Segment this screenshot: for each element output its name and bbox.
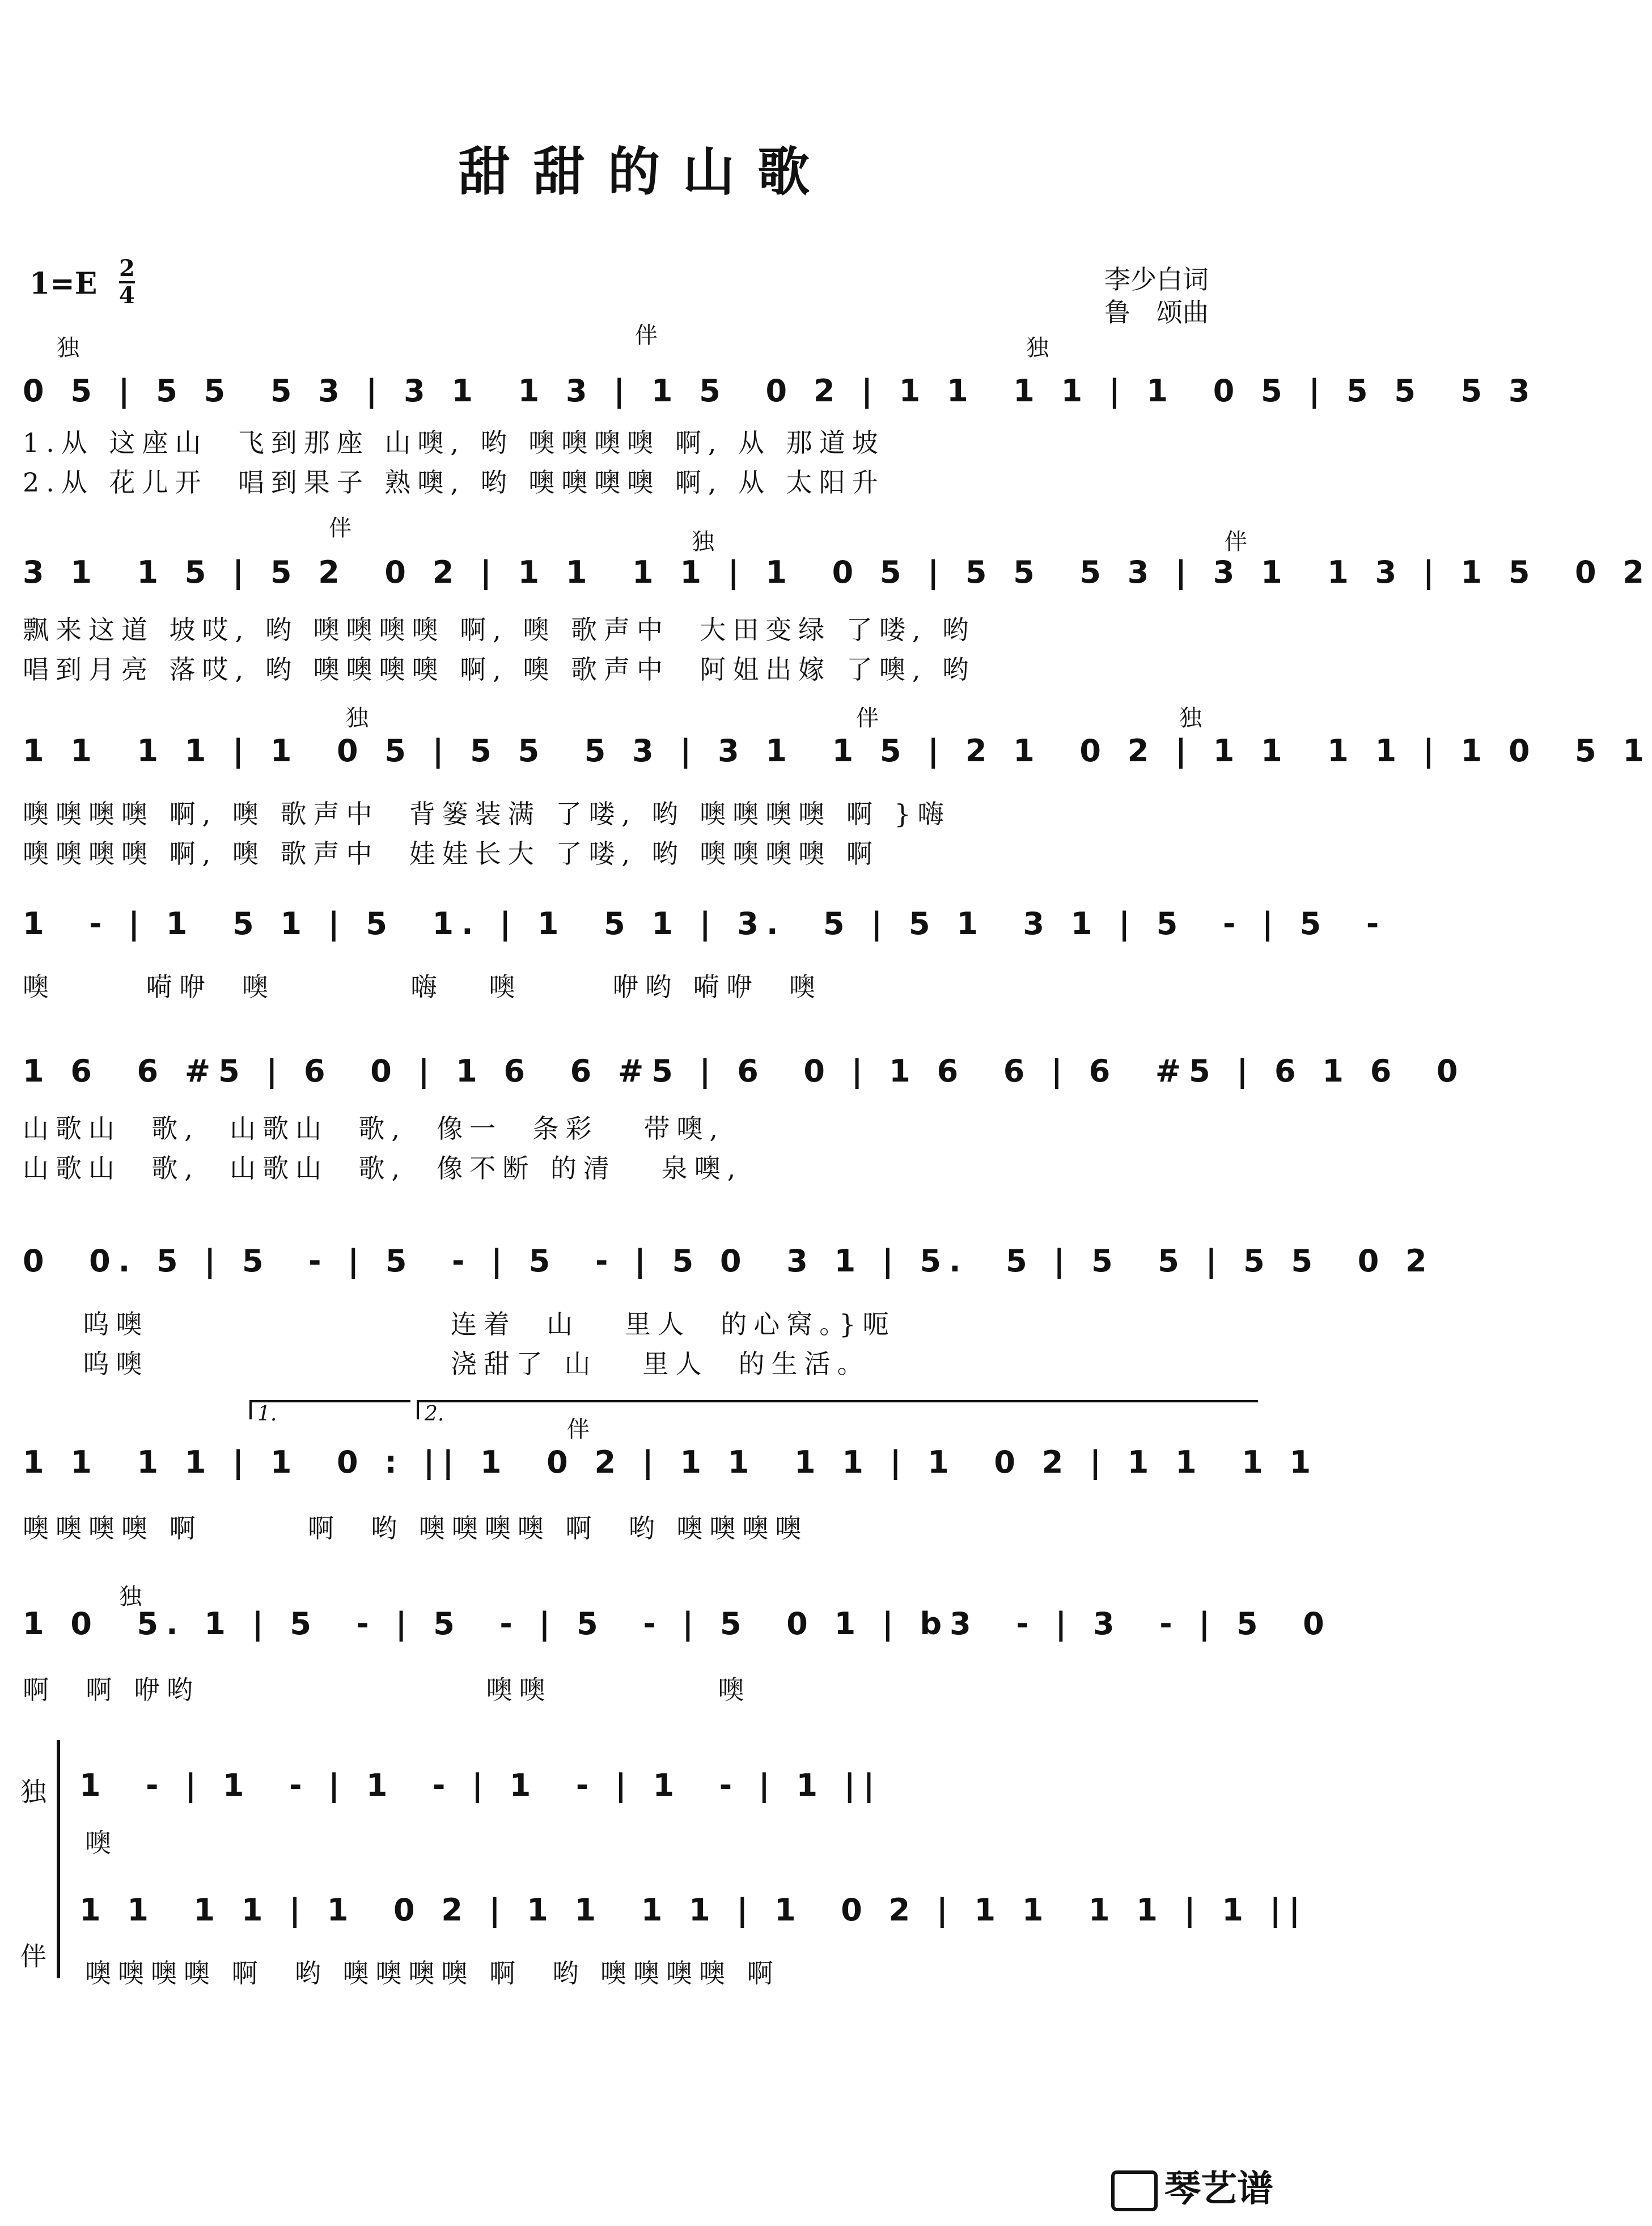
accomp-marker: 伴 bbox=[635, 323, 658, 349]
lyric-verse-1: 1.从 这座山 飞到那座 山噢, 哟 噢噢噢噢 啊, 从 那道坡 bbox=[23, 427, 885, 458]
score-row-3 bbox=[23, 705, 1652, 796]
notation-line: 0 0. 5 | 5 - | 5 - | 5 - | 5 0 3 1 | 5. 5 | 5 5 | 5 5 0 2 bbox=[23, 1243, 1435, 1279]
lyric-verse-2: 呜噢 浇甜了 山 里人 的生活。 bbox=[23, 1349, 870, 1379]
lyric-line: 噢噢噢噢 啊 啊 哟 噢噢噢噢 啊 哟 噢噢噢噢 bbox=[23, 1513, 808, 1544]
lyricist: 李少白词 bbox=[1104, 264, 1209, 295]
solo-marker: 独 bbox=[692, 529, 714, 555]
accomp-marker: 伴 bbox=[856, 705, 879, 731]
volta-first: 1. bbox=[249, 1400, 410, 1419]
notation-line: 0 5 | 5 5 5 3 | 3 1 1 3 | 1 5 0 2 | 1 1 1 1 | 1 0 5 | 5 5 5 3 bbox=[23, 373, 1538, 409]
score-row-5 bbox=[23, 1043, 1466, 1117]
system-brace bbox=[57, 1740, 60, 1978]
composer: 鲁 颂曲 bbox=[1104, 297, 1209, 328]
accomp-marker: 伴 bbox=[567, 1417, 590, 1443]
notation-line: 1 1 1 1 | 1 0 : || 1 0 2 | 1 1 1 1 | 1 0 2 | 1 1 1 1 bbox=[23, 1444, 1319, 1480]
solo-marker: 独 bbox=[119, 1584, 142, 1610]
solo-lyric: 噢 bbox=[85, 1828, 118, 1858]
accomp-marker: 伴 bbox=[329, 515, 351, 541]
solo-marker: 独 bbox=[346, 705, 368, 731]
solo-marker: 独 bbox=[57, 335, 79, 361]
time-signature bbox=[119, 256, 135, 308]
accomp-lyric: 噢噢噢噢 啊 哟 噢噢噢噢 啊 哟 噢噢噢噢 啊 bbox=[85, 1958, 780, 1988]
lyric-verse-2: 噢噢噢噢 啊, 噢 歌声中 娃娃长大 了喽, 哟 噢噢噢噢 啊 bbox=[23, 838, 879, 869]
notation-line: 1 0 5. 1 | 5 - | 5 - | 5 - | 5 0 1 | b3 - | 3 - | 5 0 bbox=[23, 1606, 1332, 1642]
lyric-verse-2: 2.从 花儿开 唱到果子 熟噢, 哟 噢噢噢噢 啊, 从 太阳升 bbox=[23, 467, 885, 498]
lyric-verse-2: 山歌山 歌, 山歌山 歌, 像不断 的清 泉噢, bbox=[23, 1153, 743, 1184]
lyric-verse-2: 唱到月亮 落哎, 哟 噢噢噢噢 啊, 噢 歌声中 阿姐出嫁 了噢, 哟 bbox=[23, 654, 976, 685]
lyric-verse-1: 山歌山 歌, 山歌山 歌, 像一 条彩 带噢, bbox=[23, 1113, 725, 1144]
score-row-8 bbox=[23, 1584, 1332, 1669]
logo-icon bbox=[1111, 2170, 1158, 2211]
notation-line: 1 6 6 #5 | 6 0 | 1 6 6 #5 | 6 0 | 1 6 6 | 6 #5 | 6 1 6 0 bbox=[23, 1053, 1466, 1089]
site-logo: 琴艺谱 bbox=[1111, 2160, 1273, 2212]
meter-bottom: 4 bbox=[119, 282, 135, 309]
volta-second: 2. bbox=[417, 1400, 1258, 1419]
notation-line: 1 1 1 1 | 1 0 2 | 1 1 1 1 | 1 0 2 | 1 1 1 1 | 1 || bbox=[79, 1892, 1308, 1928]
notation-line: 1 - | 1 - | 1 - | 1 - | 1 - | 1 || bbox=[79, 1767, 883, 1803]
lyric-line: 啊 啊 咿哟 噢噢 噢 bbox=[23, 1674, 751, 1705]
solo-marker: 独 bbox=[1179, 705, 1202, 731]
solo-part-label: 独 bbox=[20, 1776, 46, 1807]
notation-line: 3 1 1 5 | 5 2 0 2 | 1 1 1 1 | 1 0 5 | 5 5 5 3 | 3 1 1 3 | 1 5 0 2 bbox=[23, 554, 1652, 590]
score-row-6 bbox=[23, 1233, 1435, 1307]
lyric-verse-1: 噢噢噢噢 啊, 噢 歌声中 背篓装满 了喽, 哟 噢噢噢噢 啊 }嗨 bbox=[23, 799, 951, 829]
solo-marker: 独 bbox=[1026, 335, 1049, 361]
credits bbox=[1104, 263, 1209, 329]
score-row-7 bbox=[23, 1417, 1319, 1508]
accomp-marker: 伴 bbox=[1225, 529, 1247, 555]
lyric-verse-1: 呜噢 连着 山 里人 的心窝。}呃 bbox=[23, 1309, 896, 1339]
notation-line: 1 1 1 1 | 1 0 5 | 5 5 5 3 | 3 1 1 5 | 2 1 0 2 | 1 1 1 1 | 1 0 5 1 bbox=[23, 733, 1652, 769]
lyric-line: 噢 嗬咿 噢 嗨 噢 咿哟 嗬咿 噢 bbox=[23, 972, 823, 1002]
accomp-part-label: 伴 bbox=[20, 1941, 46, 1971]
key-signature: 1=E bbox=[29, 266, 98, 301]
page-title: 甜甜的山歌 bbox=[458, 141, 832, 202]
score-row-2 bbox=[23, 515, 1652, 618]
accomp-staff-row bbox=[79, 1882, 1308, 1956]
score-row-4 bbox=[23, 896, 1387, 969]
notation-line: 1 - | 1 5 1 | 5 1. | 1 5 1 | 3. 5 | 5 1 3 1 | 5 - | 5 - bbox=[23, 906, 1387, 942]
lyric-verse-1: 飘来这道 坡哎, 哟 噢噢噢噢 啊, 噢 歌声中 大田变绿 了喽, 哟 bbox=[23, 614, 976, 645]
solo-staff-row bbox=[79, 1757, 1270, 1831]
meter-top: 2 bbox=[119, 255, 135, 282]
